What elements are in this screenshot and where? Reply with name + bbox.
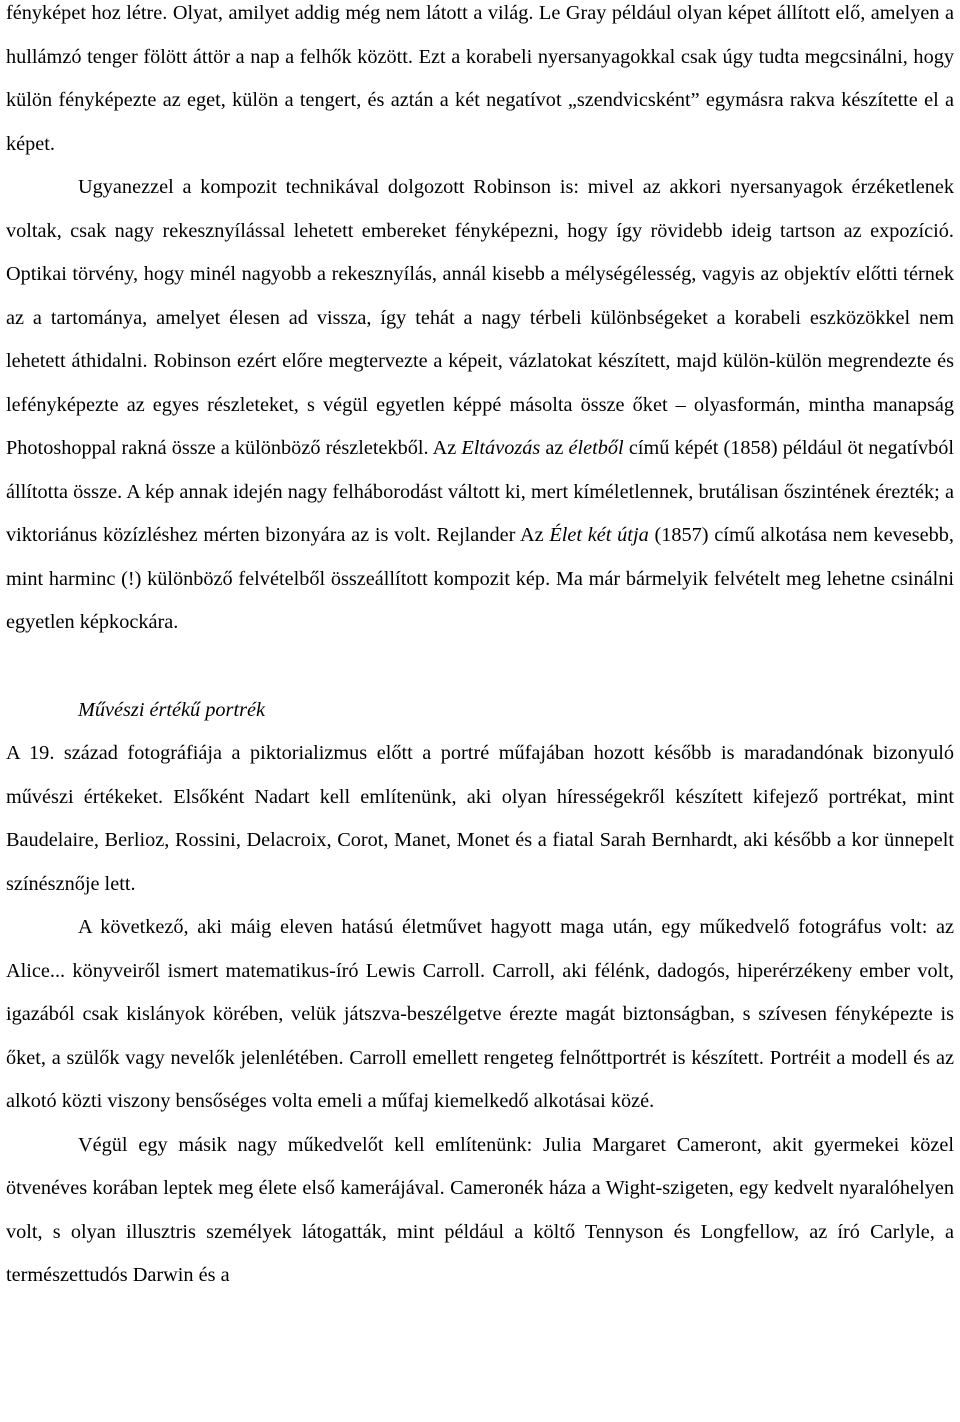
paragraph-cameron: Végül egy másik nagy műkedvelőt kell említenünk: Julia Margaret Cameront, akit gyermekei közel ötvenéves korában leptek meg élete első kamerájával. Cameronék háza a Wight-szigeten, egy kedvelt nyaralóhelyen volt, s olyan illusztris személyek látogatták, mint például a költő Tennyson és Longfellow, az író Carlyle, a természettudós Darwin és a (6, 1133, 954, 1286)
paragraph-le-gray: fényképet hoz létre. Olyat, amilyet addig még nem látott a világ. Le Gray például olyan képet állított elő, amelyen a hullámzó tenger fölött áttör a nap a felhők között. Ezt a korabeli nyersanyagokkal csak úgy tudta megcsinálni, hogy külön fényképezte az eget, külön a tengert, és aztán a két negatívot „szendvicsként” egymásra rakva készítette el a képet. (6, 2, 954, 155)
document-page (6, 0, 954, 1298)
paragraph-nadar: A 19. század fotográfiája a piktorializmus előtt a portré műfajában hozott később is maradandónak bizonyuló művészi értékeket. Elsőként Nadart kell említenünk, aki olyan hírességekről készített kifejező portrékat, mint Baudelaire, Berlioz, Rossini, Delacroix, Corot, Manet, Monet és a fiatal Sarah Bernhardt, aki később a kor ünnepelt színésznője lett. (6, 742, 954, 895)
work-title-elet-ket-utja: Élet két útja (549, 524, 649, 546)
paragraph-robinson (6, 166, 954, 645)
work-title-eltavozas: Eltávozás (461, 437, 541, 459)
paragraph-robinson-text-a: Ugyanezzel a kompozit technikával dolgozott Robinson is: mivel az akkori nyersanyagok érzéketlenek voltak, csak nagy rekesznyílással lehetett embereket fényképezni, hogy így rövidebb ideig tartson az expozíció. Optikai törvény, hogy minél nagyobb a rekesznyílás, annál kisebb a mélységélesség, vagyis az objektív előtti térnek az a tartománya, amelyet élesen ad vissza, így tehát a nagy térbeli különbségeket a korabeli eszközökkel nem lehetett áthidalni. Robinson ezért előre megtervezte a képeit, vázlatokat készített, majd külön-külön megrendezte és lefényképezte az egyes részleteket, s végül egyetlen képpé másolta össze őket – olyasformán, mintha manapság Photoshoppal rakná össze a különböző részletekből. Az (6, 176, 954, 459)
section-heading: Művészi értékű portrék (78, 698, 265, 721)
section-spacer (6, 645, 954, 689)
paragraph-robinson-text-b: az (540, 437, 569, 459)
paragraph-robinson-text-d: (1857) című alkotása nem kevesebb, mint harminc (!) különböző felvételből összeállított kompozit kép. Ma már bármelyik felvételt meg lehetne csinálni egyetlen képkockára. (6, 524, 954, 633)
paragraph-robinson-text-c: című képét (1858) például öt negatívból állította össze. A kép annak idején nagy felháborodást váltott ki, mert kíméletlennek, brutálisan őszintének érezték; a viktoriánus közízléshez mérten bizonyára az is volt. Rejlander Az (6, 437, 954, 546)
work-title-eletbol: életből (568, 437, 624, 459)
paragraph-carroll: A következő, aki máig eleven hatású életművet hagyott maga után, egy műkedvelő fotográfus volt: az Alice... könyveiről ismert matematikus-író Lewis Carroll. Carroll, aki félénk, dadogós, hiperérzékeny ember volt, igazából csak kislányok körében, velük játszva-beszélgetve érezte magát biztonságban, s szívesen fényképezte is őket, a szülők vagy nevelők jelenlétében. Carroll emellett rengeteg felnőttportrét is készített. Portréit a modell és az alkotó közti viszony bensőséges volta emeli a műfaj kiemelkedő alkotásai közé. (6, 916, 954, 1112)
